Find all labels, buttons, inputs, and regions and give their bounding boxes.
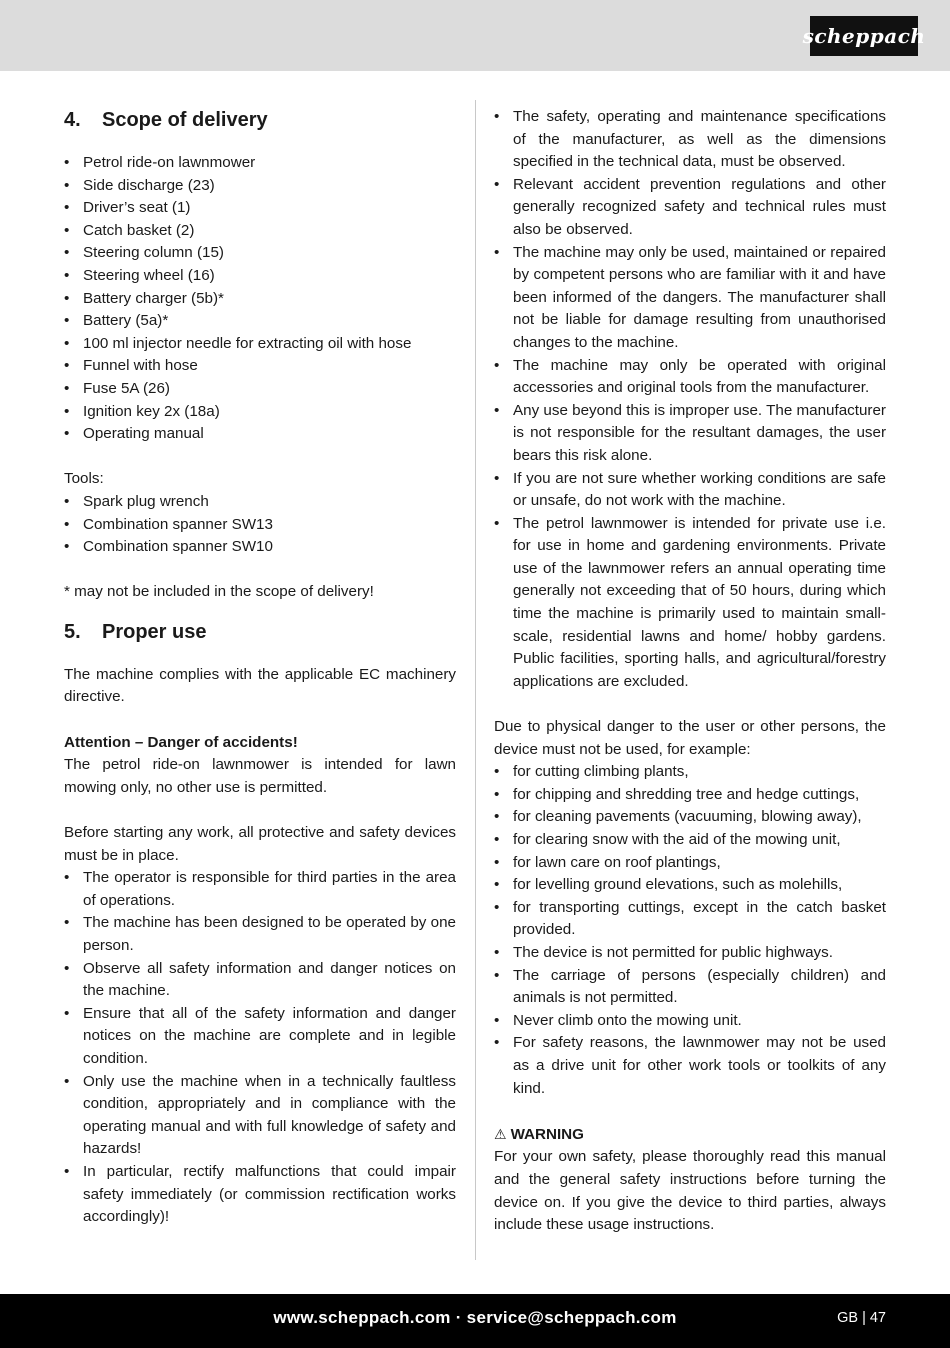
list-item: • for cutting climbing plants, (494, 761, 886, 784)
tool-item: • Spark plug wrench (64, 491, 456, 514)
list-item: • Relevant accident prevention regulations and other generally recognized safety and technical rules must also be observed. (494, 174, 886, 242)
right-column (494, 106, 886, 1237)
delivery-item: • Petrol ride-on lawnmower (64, 152, 456, 175)
tools-label: Tools: (64, 470, 104, 488)
warning-title: WARNING (510, 1125, 584, 1143)
section-5-title: Proper use (102, 620, 207, 643)
list-item: • The carriage of persons (especially children) and animals is not permitted. (494, 965, 886, 1010)
list-item: • The safety, operating and maintenance specifications of the manufacturer, as well as the dimensions specified in the technical data, must be observed. (494, 106, 886, 174)
list-item: • Any use beyond this is improper use. The manufacturer is not responsible for the resultant damages, the user bears this risk alone. (494, 400, 886, 468)
section-4-title: Scope of delivery (102, 109, 268, 131)
delivery-item: • Driver’s seat (1) (64, 197, 456, 220)
delivery-item: • Steering column (15) (64, 242, 456, 265)
danger-paragraph: Due to physical danger to the user or other persons, the device must not be used, for example: (494, 718, 886, 758)
delivery-item: • Operating manual (64, 423, 456, 446)
list-item: • The device is not permitted for public highways. (494, 942, 886, 965)
tool-item: • Combination spanner SW10 (64, 536, 456, 559)
list-item: • For safety reasons, the lawnmower may not be used as a drive unit for other work tools or toolkits of any kind. (494, 1032, 886, 1100)
attention-heading: Attention – Danger of accidents! (64, 733, 298, 751)
list-item: • If you are not sure whether working conditions are safe or unsafe, do not work with the machine. (494, 468, 886, 513)
proper-use-paragraph-1: The machine complies with the applicable EC machinery directive. (64, 665, 456, 706)
footer-website-email: www.scheppach.com · service@scheppach.com (273, 1308, 677, 1327)
list-item: • for lawn care on roof plantings, (494, 852, 886, 875)
section-5-number: 5. (64, 620, 81, 643)
list-item: • The machine has been designed to be operated by one person. (64, 912, 456, 957)
section-4-heading (64, 106, 456, 134)
delivery-note: * may not be included in the scope of delivery! (64, 583, 374, 601)
list-item: • In particular, rectify malfunctions that could impair safety immediately (or commission rectification works accordingly)! (64, 1161, 456, 1229)
tool-item: • Combination spanner SW13 (64, 514, 456, 537)
list-item: • for levelling ground elevations, such as molehills, (494, 874, 886, 897)
list-item: • Never climb onto the mowing unit. (494, 1010, 886, 1033)
proper-use-bullets (64, 867, 456, 1229)
list-item: • for transporting cuttings, except in the catch basket provided. (494, 897, 886, 942)
tools-list (64, 491, 456, 559)
footer-page-number: GB | 47 (837, 1310, 886, 1326)
warning-heading (494, 1123, 886, 1147)
footer-bar (0, 1294, 950, 1348)
safety-bullets (494, 106, 886, 693)
warning-text: For your own safety, please thoroughly read this manual and the general safety instructions before turning the device on. If you give the device to third parties, always include these usage instructions. (494, 1148, 886, 1234)
prohibited-use-bullets (494, 761, 886, 1100)
brand-logo: scheppach (810, 16, 918, 56)
warning-triangle-icon: ⚠ (494, 1125, 507, 1142)
list-item: • The machine may only be operated with original accessories and original tools from the manufacturer. (494, 355, 886, 400)
proper-use-paragraph-3: Before starting any work, all protective and safety devices must be in place. (64, 824, 456, 864)
list-item: • Only use the machine when in a technically faultless condition, appropriately and in compliance with the operating manual and with full knowledge of safety and hazards! (64, 1071, 456, 1161)
delivery-item: • Steering wheel (16) (64, 265, 456, 288)
left-column (64, 106, 456, 1229)
delivery-item: • Ignition key 2x (18a) (64, 401, 456, 424)
delivery-item: • Battery (5a)* (64, 310, 456, 333)
list-item: • The operator is responsible for third parties in the area of operations. (64, 867, 456, 912)
delivery-item: • Side discharge (23) (64, 175, 456, 198)
section-4-number: 4. (64, 109, 81, 131)
section-5-heading (64, 618, 456, 646)
delivery-item: • 100 ml injector needle for extracting oil with hose (64, 333, 456, 356)
list-item: • Ensure that all of the safety information and danger notices on the machine are complete and in legible condition. (64, 1003, 456, 1071)
delivery-item: • Funnel with hose (64, 355, 456, 378)
proper-use-paragraph-2: The petrol ride-on lawnmower is intended for lawn mowing only, no other use is permitted. (64, 756, 456, 796)
list-item: • for clearing snow with the aid of the mowing unit, (494, 829, 886, 852)
list-item: • Observe all safety information and danger notices on the machine. (64, 958, 456, 1003)
delivery-item: • Catch basket (2) (64, 220, 456, 243)
delivery-item: • Fuse 5A (26) (64, 378, 456, 401)
list-item: • The petrol lawnmower is intended for private use i.e. for use in home and gardening environments. Private use of the lawnmower refers an annual operating time generally not exceeding that of 50 hours, during which time the machine is primarily used to maintain small-scale, residential lawns and home/ hobby gardens. Public facilities, sporting halls, and agricultural/forestry applications are excluded. (494, 513, 886, 694)
list-item: • for chipping and shredding tree and hedge cuttings, (494, 784, 886, 807)
delivery-item: • Battery charger (5b)* (64, 288, 456, 311)
list-item: • for cleaning pavements (vacuuming, blowing away), (494, 806, 886, 829)
column-divider (475, 100, 476, 1260)
delivery-list (64, 152, 456, 446)
list-item: • The machine may only be used, maintained or repaired by competent persons who are familiar with it and have been informed of the dangers. The manufacturer shall not be liable for damage resulting from unauthorised changes to the machine. (494, 242, 886, 355)
